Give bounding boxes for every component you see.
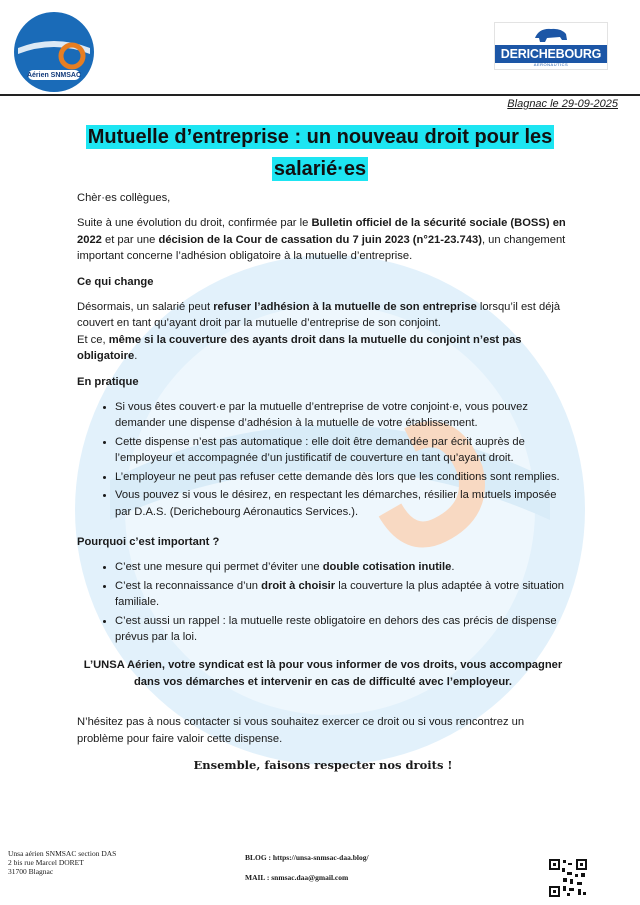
signature-line: Ensemble, faisons respecter nos droits ! (193, 757, 453, 772)
document-body (77, 190, 569, 782)
greeting: Chèr·es collègues, (77, 192, 171, 204)
closing-statement: L’UNSA Aérien, votre syndicat est là pour vous informer de vos droits, vous accompagner dans vos démarches et intervenir en cas de difficulté avec l’employeur. (83, 659, 563, 688)
unsa-logo-caption: Aérien SNMSAC (26, 72, 82, 79)
section-heading-changes: Ce qui change (77, 275, 154, 288)
list-item: • Si vous êtes couvert·e par la mutuelle d’entreprise de votre conjoint·e, vous pouvez demander une dispense d’adhésion à la mutuelle de votre établissement. (115, 399, 569, 432)
practice-list (77, 399, 569, 520)
document-date: Blagnac le 29-09-2025 (507, 98, 618, 110)
derichebourg-logo-name: DERICHEBOURG (495, 45, 607, 63)
list-item: • C’est la reconnaissance d’un droit à choisir la couverture la plus adaptée à votre situation familiale. (115, 578, 569, 611)
list-item: • C’est aussi un rappel : la mutuelle reste obligatoire en dehors des cas précis de dispense prévus par la loi. (115, 613, 569, 646)
bison-icon (531, 24, 571, 46)
contact-paragraph: N’hésitez pas à nous contacter si vous souhaitez exercer ce droit ou si vous rencontrez un problème pour faire valoir cette dispense. (77, 716, 525, 745)
mail-link[interactable]: MAIL : snmsac.daa@gmail.com (245, 873, 349, 882)
list-item: • Cette dispense n’est pas automatique : elle doit être demandée par écrit auprès de l’employeur et accompagnée d’un justificatif de couverture en tant qu’ayant droit. (115, 434, 569, 467)
title-text: Mutuelle d’entreprise : un nouveau droit pour les salarié·es (87, 126, 553, 180)
header-divider (0, 94, 640, 96)
document-title (60, 122, 580, 186)
list-item: • Vous pouvez si vous le désirez, en respectant les démarches, résilier la mutuels imposée par D.A.S. (Derichebourg Aéronautics Services.). (115, 487, 569, 520)
changes-paragraph: Désormais, un salarié peut refuser l’adhésion à la mutuelle de son entreprise lorsqu’il est déjà couvert en tant qu’ayant droit par la mutuelle d’entreprise de son conjoint. Et ce, même si la couverture des ayants droit dans la mutuelle du conjoint n’est pas obligatoire. (77, 301, 561, 363)
section-heading-practice: En pratique (77, 375, 139, 388)
derichebourg-logo (494, 22, 608, 70)
derichebourg-logo-sub: AERONAUTICS (533, 62, 569, 67)
unsa-logo (12, 10, 96, 94)
list-item: • L’employeur ne peut pas refuser cette demande dès lors que les conditions sont remplies. (115, 469, 569, 485)
footer-address: Unsa aérien SNMSAC section DAS 2 bis rue Marcel DORET 31700 Blagnac (8, 849, 117, 876)
blog-link[interactable]: BLOG : https://unsa-snmsac-daa.blog/ (245, 853, 369, 862)
section-heading-importance: Pourquoi c’est important ? (77, 535, 220, 548)
qr-code-icon[interactable] (548, 858, 588, 898)
intro-paragraph: Suite à une évolution du droit, confirmée par le Bulletin officiel de la sécurité sociale (BOSS) en 2022 et par une décision de la Cour de cassation du 7 juin 2023 (n°21-23.743), un changement important concerne l’adhésion obligatoire à la mutuelle d’entreprise. (77, 217, 566, 263)
footer-contact (245, 848, 369, 888)
list-item: • C’est une mesure qui permet d’éviter une double cotisation inutile. (115, 559, 569, 575)
importance-list (77, 559, 569, 645)
